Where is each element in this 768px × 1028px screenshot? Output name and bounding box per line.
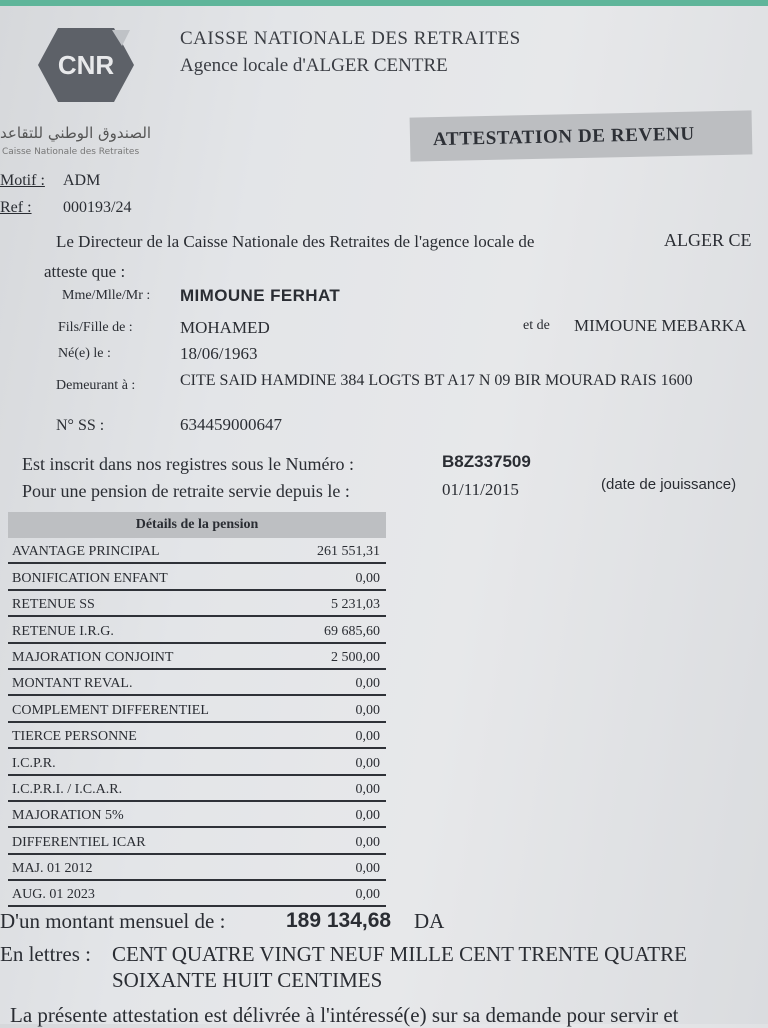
pension-row-value: 0,00 <box>355 861 380 877</box>
logo-text: CNR <box>57 50 115 80</box>
pension-row <box>8 670 386 696</box>
pension-row-value: 0,00 <box>355 781 380 797</box>
pension-row-value: 69 685,60 <box>324 623 380 639</box>
footer-statement: La présente attestation est délivrée à l'intéressé(e) sur sa demande pour servir et <box>10 1003 679 1027</box>
letters-label: En lettres : <box>0 942 91 966</box>
pension-row <box>8 776 386 802</box>
registry-number: B8Z337509 <box>442 452 531 471</box>
since-label: Pour une pension de retraite servie depuis le : <box>22 481 350 501</box>
ss-label: N° SS : <box>56 417 105 434</box>
son-of-label: Fils/Fille de : <box>58 320 133 335</box>
pension-row-value: 0,00 <box>355 676 380 692</box>
ref-label: Ref : <box>0 199 32 216</box>
pension-row-value: 0,00 <box>355 570 380 586</box>
monthly-amount-label: D'un montant mensuel de : <box>0 909 226 933</box>
pension-row <box>8 564 386 590</box>
pension-row-value: 2 500,00 <box>331 649 380 665</box>
pension-row-value: 0,00 <box>355 729 380 745</box>
name-label: Mme/Mlle/Mr : <box>62 288 151 303</box>
pension-row-label: COMPLEMENT DIFFERENTIEL <box>12 702 209 718</box>
pension-row-label: MAJ. 01 2012 <box>12 861 93 877</box>
father-name: MOHAMED <box>180 318 270 337</box>
pension-row-label: MAJORATION CONJOINT <box>12 649 174 665</box>
address-label: Demeurant à : <box>56 378 136 393</box>
pension-row <box>8 644 386 670</box>
intro-agency: ALGER CE <box>664 230 752 250</box>
since-note: (date de jouissance) <box>601 476 737 493</box>
pension-row <box>8 855 386 881</box>
pension-table <box>8 512 386 907</box>
pension-row <box>8 538 386 564</box>
pension-row-label: BONIFICATION ENFANT <box>12 570 168 586</box>
pension-row-value: 0,00 <box>355 755 380 771</box>
pension-row-value: 0,00 <box>355 702 380 718</box>
ss-number: 634459000647 <box>180 415 282 434</box>
org-name-small: Caisse Nationale des Retraites <box>2 147 140 157</box>
pension-row-value: 5 231,03 <box>331 597 380 613</box>
ref-value: 000193/24 <box>63 199 132 216</box>
mother-name: MIMOUNE MEBARKA <box>574 316 747 335</box>
motif-value: ADM <box>63 172 101 189</box>
birth-date: 18/06/1963 <box>180 344 258 363</box>
pension-row-label: I.C.P.R. <box>12 755 56 771</box>
document-title-banner <box>410 110 753 161</box>
pension-row <box>8 617 386 643</box>
pension-row-label: I.C.P.R.I. / I.C.A.R. <box>12 781 123 797</box>
pension-row <box>8 749 386 775</box>
amount-in-letters-line2: SOIXANTE HUIT CENTIMES <box>112 968 383 992</box>
born-label: Né(e) le : <box>58 346 111 361</box>
motif-label: Motif : <box>0 172 45 189</box>
pension-row-value: 0,00 <box>355 887 380 903</box>
pension-row <box>8 591 386 617</box>
pension-row-label: DIFFERENTIEL ICAR <box>12 834 146 850</box>
pension-row <box>8 696 386 722</box>
pension-row-label: AVANTAGE PRINCIPAL <box>12 544 160 560</box>
intro-line: Le Directeur de la Caisse Nationale des Retraites de l'agence locale de <box>56 232 535 251</box>
pension-row-value: 0,00 <box>355 834 380 850</box>
pension-row <box>8 802 386 828</box>
and-label: et de <box>523 318 550 333</box>
intro-attests: atteste que : <box>44 262 126 281</box>
person-name: MIMOUNE FERHAT <box>180 286 341 305</box>
pension-row-value: 261 551,31 <box>317 544 380 560</box>
registry-label: Est inscrit dans nos registres sous le Numéro : <box>22 454 354 474</box>
document-title: ATTESTATION DE REVENU <box>432 123 695 151</box>
pension-row-label: TIERCE PERSONNE <box>12 729 137 745</box>
monthly-amount-value: 189 134,68 <box>286 909 392 932</box>
pension-row-label: MONTANT REVAL. <box>12 676 133 692</box>
since-date: 01/11/2015 <box>442 480 519 499</box>
pension-row-label: MAJORATION 5% <box>12 808 124 824</box>
pension-row <box>8 881 386 907</box>
amount-in-letters-line1: CENT QUATRE VINGT NEUF MILLE CENT TRENTE QUATRE <box>112 942 687 966</box>
currency: DA <box>414 909 445 933</box>
agency-name: Agence locale d'ALGER CENTRE <box>180 55 448 76</box>
pension-row <box>8 828 386 854</box>
pension-table-header: Détails de la pension <box>8 512 386 538</box>
org-name: CAISSE NATIONALE DES RETRAITES <box>180 28 521 49</box>
pension-row-value: 0,00 <box>355 808 380 824</box>
top-color-strip <box>0 0 768 6</box>
pension-row-label: RETENUE I.R.G. <box>12 623 114 639</box>
cnr-logo <box>38 26 134 104</box>
address: CITE SAID HAMDINE 384 LOGTS BT A17 N 09 BIR MOURAD RAIS 1600 <box>180 372 693 389</box>
pension-row-label: RETENUE SS <box>12 597 95 613</box>
org-name-arabic: الصندوق الوطني للتقاعد <box>0 124 152 142</box>
pension-row <box>8 723 386 749</box>
pension-row-label: AUG. 01 2023 <box>12 887 95 903</box>
